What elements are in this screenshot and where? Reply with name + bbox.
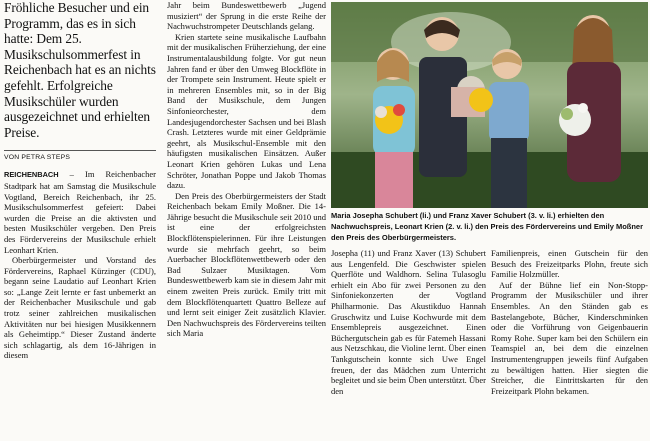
article-headline: Fröhliche Besucher und ein Programm, das es in sich hatte: Dem 25. Musikschulsommerfest in Reichenbach hat es an nichts gefehlt. Erfolgreiche Musikschüler wurden ausgezeichnet und erhielten Preise. (4, 0, 156, 140)
paragraph-bundeswettbewerb: Jahr beim Bundeswettbewerb „Jugend musiziert“ der Sprung in die erste Reihe der Nachwuchstrompeter Deutschlands gelang. (167, 0, 326, 32)
paragraph-programm: Auf der Bühne lief ein Non-Stopp-Programm der Musikschüler und ihrer Ensembles. An den Ständen gab es Bastelangebote, Bücher, Kinderschminken oder die Vorführung von Geigenbauerin Romy Rohe. Super kam bei den Schülern ein Teamspiel an, bei dem die einzelnen Instrumentengruppen jeweils fünf Aufgaben zu bewältigen hatten. Hier siegten die Streicher, die Eintrittskarten für den Freizeitpark Plohn bekamen. (491, 279, 648, 396)
column-3 (331, 248, 486, 441)
column-2 (167, 0, 326, 441)
article-photo (331, 2, 648, 208)
paragraph-laudatio: Oberbürgermeister und Vorstand des Fördervereins, Raphael Kürzinger (CDU), begann seine Laudatio auf Leonhart Krien so: „Lange Zeit lernte er fast unbemerkt an der Reichenbacher Musikschule und gab trotz seiner zahlreichen musikalischen Aktivitäten nur bei hiesigen Musikkennern als Geheimtipp.“ Dieser Zustand änderte sich schlagartig, als dem 16-Jährigen in diesem (4, 255, 156, 361)
paragraph-mossner: Den Preis des Oberbürgermeisters der Stadt Reichenbach bekam Emily Moßner. Die 14-Jährige besucht die Musikschule seit 2010 und ist eine der erfolgreichsten Blockflötenspielerinnen. Für ihre Leistungen wurde sie mehrfach geehrt, so beim Auerbacher Blockflötenwettbewerb oder den Bad Sulzaer Musiktagen. Vom Bundeswettbewerb kam sie in diesem Jahr mit einem zweiten Preis zurück. Emily tritt mit dem Blockflötenquartett Quattro Belleze auf und lernt seit einiger Zeit zusätzlich Klavier. Den Nachwuchspreis des Fördervereins teilten sich Maria (167, 190, 326, 339)
photo-illustration (331, 2, 648, 208)
paragraph-lead-text: – Im Reichenbacher Stadtpark hat am Samstag die Musikschule Vogtland, Bereich Reichenbach, ihr 25. Musikschulsommerfest gefeiert: Dabei wurden die Preise an die aktivsten und besten Musikschüler vergeben. Den Preis des Fördervereins der Musikschule erhielt Leonhart Krien. (4, 169, 156, 255)
dateline: REICHENBACH (4, 170, 59, 180)
column-1 (4, 0, 156, 441)
byline: VON PETRA STEPS (4, 154, 71, 162)
column-4 (491, 248, 648, 441)
paragraph-nachwuchspreis: Josepha (11) und Franz Xaver (13) Schubert aus Lengenfeld. Die Geschwister spielen Querflöte und Waldhorn. Selina Tulasoglu erhielt ein Abo für zwei Personen zu den Sinfoniekonzerten der Vogtland Philharmonie. Das Akustikduo Hannah Gruschwitz und Luise Kochwurde mit dem Ensemblepreis ausgezeichnet. Einen Büchergutschein gab es für Fatemeh Hassani aus Netzschkau, die Violine lernt. Über einen Tankgutschein konnte sich Uwe Engel freuen, der das Mädchen zum Unterricht begleitet und sie beim Üben unterstützt. Über den (331, 248, 486, 396)
paragraph-krien-career: Krien startete seine musikalische Laufbahn mit der musikalischen Früherziehung, der eine Instrumentalausbildung folgte. Vor gut neun Jahren fand er über den Umweg Blockflöte in der Trompete sein Instrument. Heute spielt er in mehreren Ensembles mit, so in der Big Band der Musikschule, dem Jungen Sinfonieorchester, dem Landesjugendorchester Sachsen und bei Blash Crash. Letzteres wurde mit einer Geldprämie geehrt, als Musikschul-Ensemble mit den häufigsten musikalischen Einsätzen. Außer Leonart Krien gehören Lukas und Lena Schröter, Jonathan Poppe und Jakob Thomas dazu. (167, 31, 326, 191)
paragraph-lead (4, 169, 156, 255)
paragraph-familienpreis: Familienpreis, einen Gutschein für den Besuch des Freizeitparks Plohn, freute sich Familie Holzmüller. (491, 248, 648, 280)
byline-divider (4, 150, 156, 151)
photo-caption: Maria Josepha Schubert (li.) und Franz Xaver Schubert (3. v. li.) erhielten den Nachwuchspreis, Leonart Krien (2. v. li.) den Preis des Fördervereins und Emily Moßner den Preis des Oberbürgermeisters. (331, 211, 644, 242)
